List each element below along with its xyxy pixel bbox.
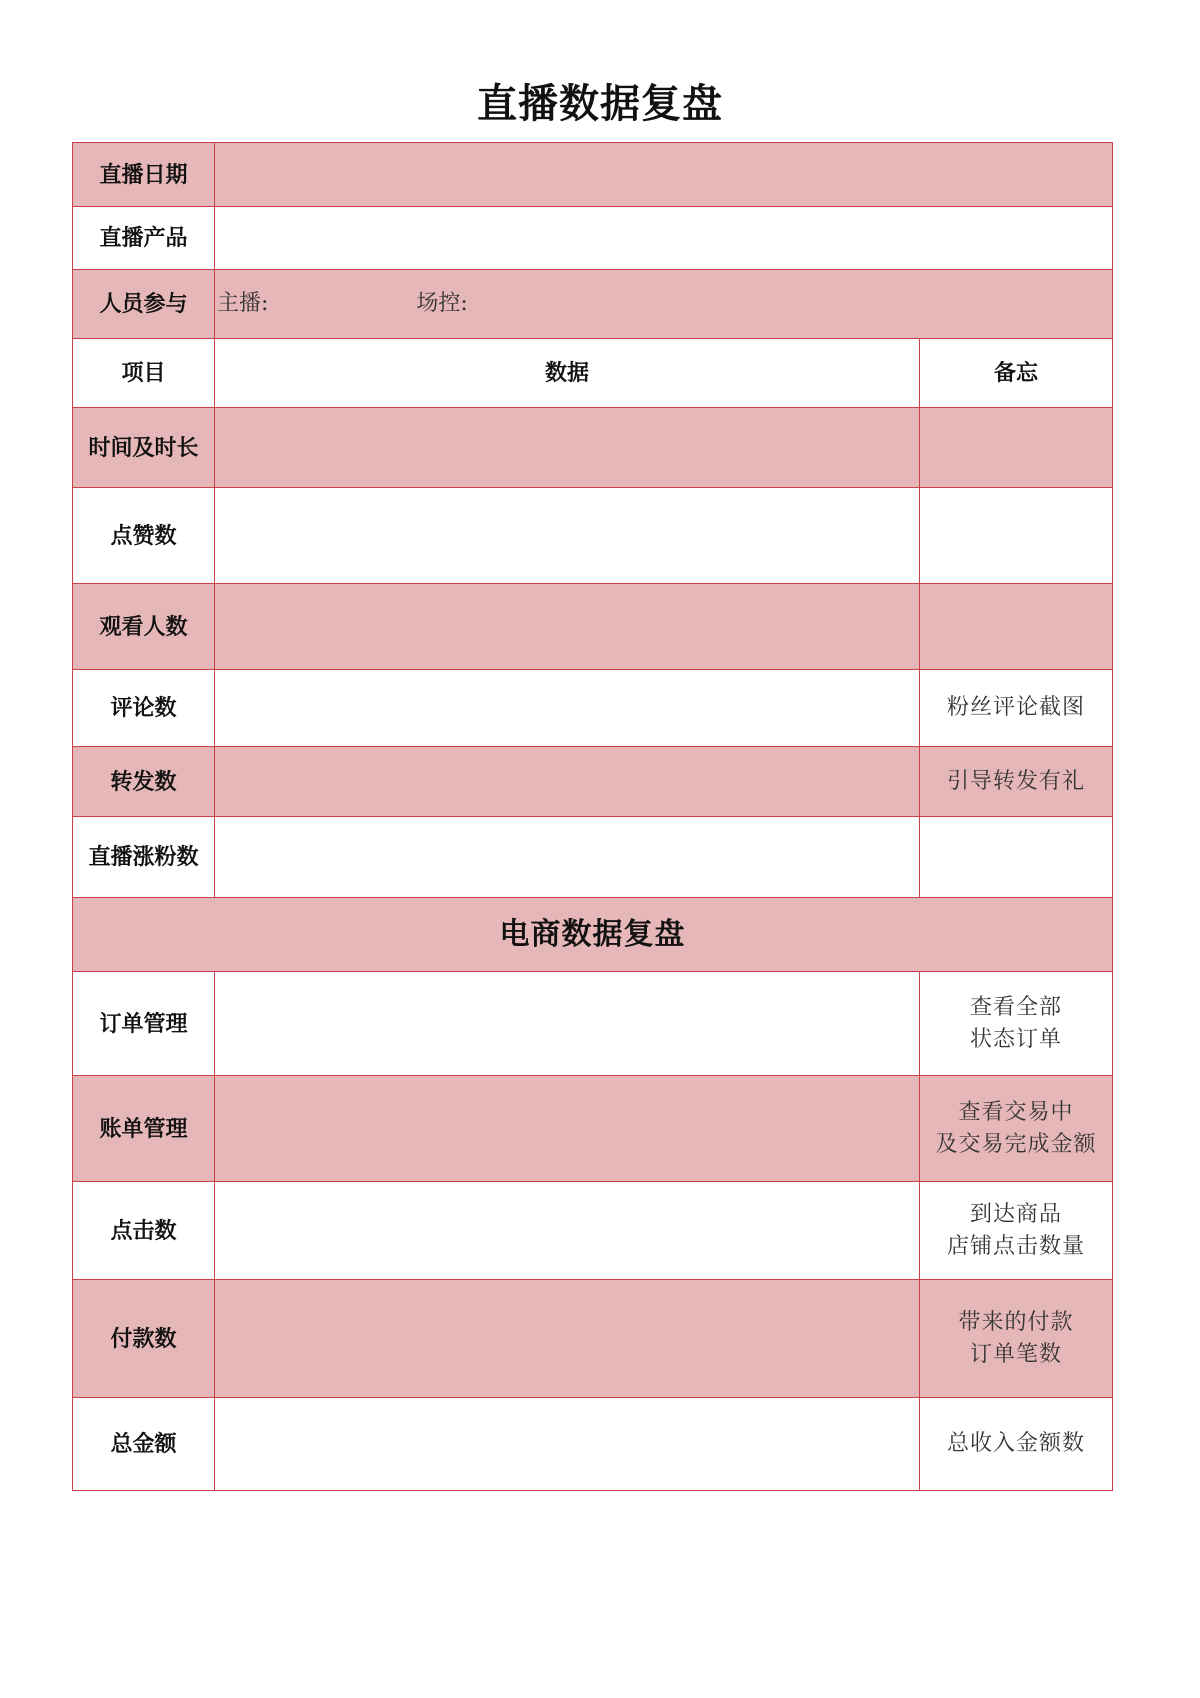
- table-row: [73, 408, 1113, 488]
- review-table: [72, 142, 1113, 1491]
- section-row: [73, 898, 1113, 972]
- control-label: 场控:: [416, 291, 468, 316]
- row-data-cell[interactable]: [215, 1076, 920, 1182]
- row-data-cell[interactable]: [215, 1398, 920, 1491]
- row-note[interactable]: [920, 1182, 1113, 1280]
- table-row: [73, 972, 1113, 1076]
- row-label: 评论数: [73, 670, 215, 747]
- row-note[interactable]: [920, 972, 1113, 1076]
- row-label: 时间及时长: [73, 408, 215, 488]
- table-row: [73, 1182, 1113, 1280]
- header-note: 备忘: [920, 339, 1113, 408]
- note-line: 带来的付款: [958, 1309, 1074, 1335]
- row-data-cell[interactable]: [215, 670, 920, 747]
- note-line: 及交易完成金额: [935, 1131, 1097, 1157]
- row-data-cell[interactable]: [215, 488, 920, 584]
- table-row: [73, 1076, 1113, 1182]
- host-label: 主播:: [217, 291, 269, 316]
- header-row: [73, 339, 1113, 408]
- row-note[interactable]: 引导转发有礼: [920, 747, 1113, 817]
- page-title: 直播数据复盘: [477, 80, 723, 127]
- staff-label: 人员参与: [73, 270, 215, 339]
- row-data-cell[interactable]: [215, 408, 920, 488]
- table-row: [73, 1398, 1113, 1491]
- note-line: 订单笔数: [969, 1341, 1062, 1367]
- section-title: 电商数据复盘: [73, 898, 1113, 972]
- header-data: 数据: [215, 339, 920, 408]
- row-live-product: [73, 207, 1113, 270]
- row-note[interactable]: [920, 1280, 1113, 1398]
- row-note[interactable]: [920, 1398, 1113, 1491]
- row-label: 点击数: [73, 1182, 215, 1280]
- row-note[interactable]: [920, 1076, 1113, 1182]
- row-live-date: [73, 143, 1113, 207]
- row-data-cell[interactable]: [215, 817, 920, 898]
- row-note[interactable]: [920, 817, 1113, 898]
- note-line: 总收入金额数: [946, 1431, 1085, 1456]
- table-row: [73, 670, 1113, 747]
- row-label: 付款数: [73, 1280, 215, 1398]
- row-note[interactable]: [920, 584, 1113, 670]
- row-data-cell[interactable]: [215, 972, 920, 1076]
- row-label: 转发数: [73, 747, 215, 817]
- note-line: 查看全部: [969, 994, 1062, 1020]
- header-item: 项目: [73, 339, 215, 408]
- row-label: 观看人数: [73, 584, 215, 670]
- row-label: 账单管理: [73, 1076, 215, 1182]
- row-label: 总金额: [73, 1398, 215, 1491]
- table-row: [73, 747, 1113, 817]
- row-note[interactable]: [920, 488, 1113, 584]
- row-data-cell[interactable]: [215, 747, 920, 817]
- live-date-value[interactable]: [215, 143, 1113, 207]
- row-staff: [73, 270, 1113, 339]
- row-note[interactable]: 粉丝评论截图: [920, 670, 1113, 747]
- staff-value[interactable]: [215, 270, 1113, 339]
- table-row: [73, 584, 1113, 670]
- note-line: 状态订单: [969, 1026, 1062, 1052]
- row-data-cell[interactable]: [215, 584, 920, 670]
- row-label: 订单管理: [73, 972, 215, 1076]
- note-line: 查看交易中: [958, 1099, 1074, 1125]
- table-row: [73, 1280, 1113, 1398]
- table-row: [73, 817, 1113, 898]
- row-label: 直播涨粉数: [73, 817, 215, 898]
- row-data-cell[interactable]: [215, 1280, 920, 1398]
- live-product-label: 直播产品: [73, 207, 215, 270]
- row-data-cell[interactable]: [215, 1182, 920, 1280]
- note-line: 店铺点击数量: [946, 1233, 1085, 1259]
- live-product-value[interactable]: [215, 207, 1113, 270]
- table-row: [73, 488, 1113, 584]
- row-label: 点赞数: [73, 488, 215, 584]
- live-date-label: 直播日期: [73, 143, 215, 207]
- row-note[interactable]: [920, 408, 1113, 488]
- note-line: 到达商品: [969, 1201, 1062, 1227]
